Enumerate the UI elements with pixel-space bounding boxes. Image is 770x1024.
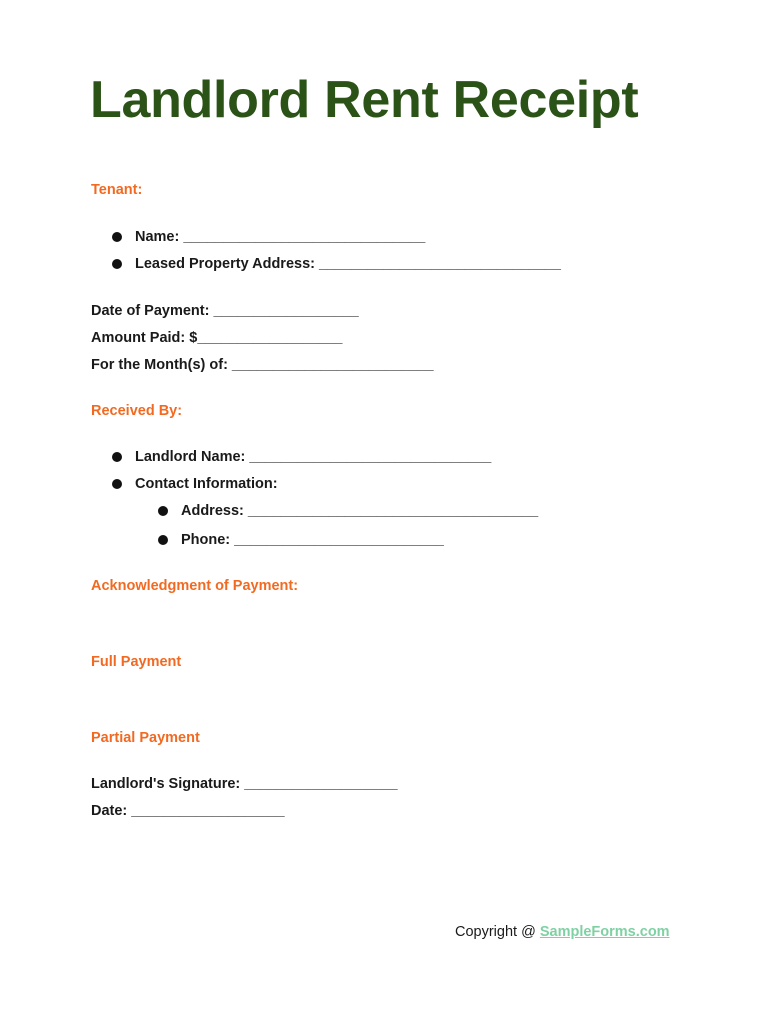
- acknowledgment-heading: Acknowledgment of Payment:: [91, 578, 299, 594]
- contact-information-label: Contact Information:: [135, 476, 278, 492]
- landlord-name-item: [112, 449, 491, 465]
- document-title: Landlord Rent Receipt: [90, 71, 639, 129]
- landlord-name-field: Landlord Name: ______________________________: [135, 449, 492, 465]
- bullet-icon: [158, 535, 168, 545]
- received-by-heading: Received By:: [91, 403, 183, 419]
- contact-phone-item: [158, 532, 444, 548]
- copyright-text: Copyright @: [455, 924, 540, 940]
- tenant-heading: Tenant:: [91, 182, 143, 198]
- tenant-name-field: Name: ______________________________: [135, 229, 426, 245]
- partial-payment-heading: Partial Payment: [91, 730, 200, 746]
- for-months-field: For the Month(s) of: _________________________: [91, 357, 434, 373]
- contact-phone-field: Phone: __________________________: [181, 532, 444, 548]
- contact-address-item: [158, 503, 538, 519]
- bullet-icon: [112, 452, 122, 462]
- copyright-footer: [455, 924, 670, 940]
- bullet-icon: [158, 506, 168, 516]
- amount-paid-field: Amount Paid: $__________________: [91, 330, 343, 346]
- contact-address-field: Address: ____________________________________: [181, 503, 539, 519]
- bullet-icon: [112, 232, 122, 242]
- full-payment-heading: Full Payment: [91, 654, 182, 670]
- date-of-payment-field: Date of Payment: __________________: [91, 303, 359, 319]
- tenant-address-field: Leased Property Address: ______________________________: [135, 256, 561, 272]
- bullet-icon: [112, 479, 122, 489]
- sampleforms-link[interactable]: SampleForms.com: [539, 924, 670, 940]
- tenant-address-item: [112, 256, 561, 272]
- contact-information-item: [112, 476, 278, 492]
- tenant-name-item: [112, 229, 425, 245]
- landlord-signature-field: Landlord's Signature: ___________________: [91, 776, 398, 792]
- signature-date-field: Date: ___________________: [91, 803, 285, 819]
- bullet-icon: [112, 259, 122, 269]
